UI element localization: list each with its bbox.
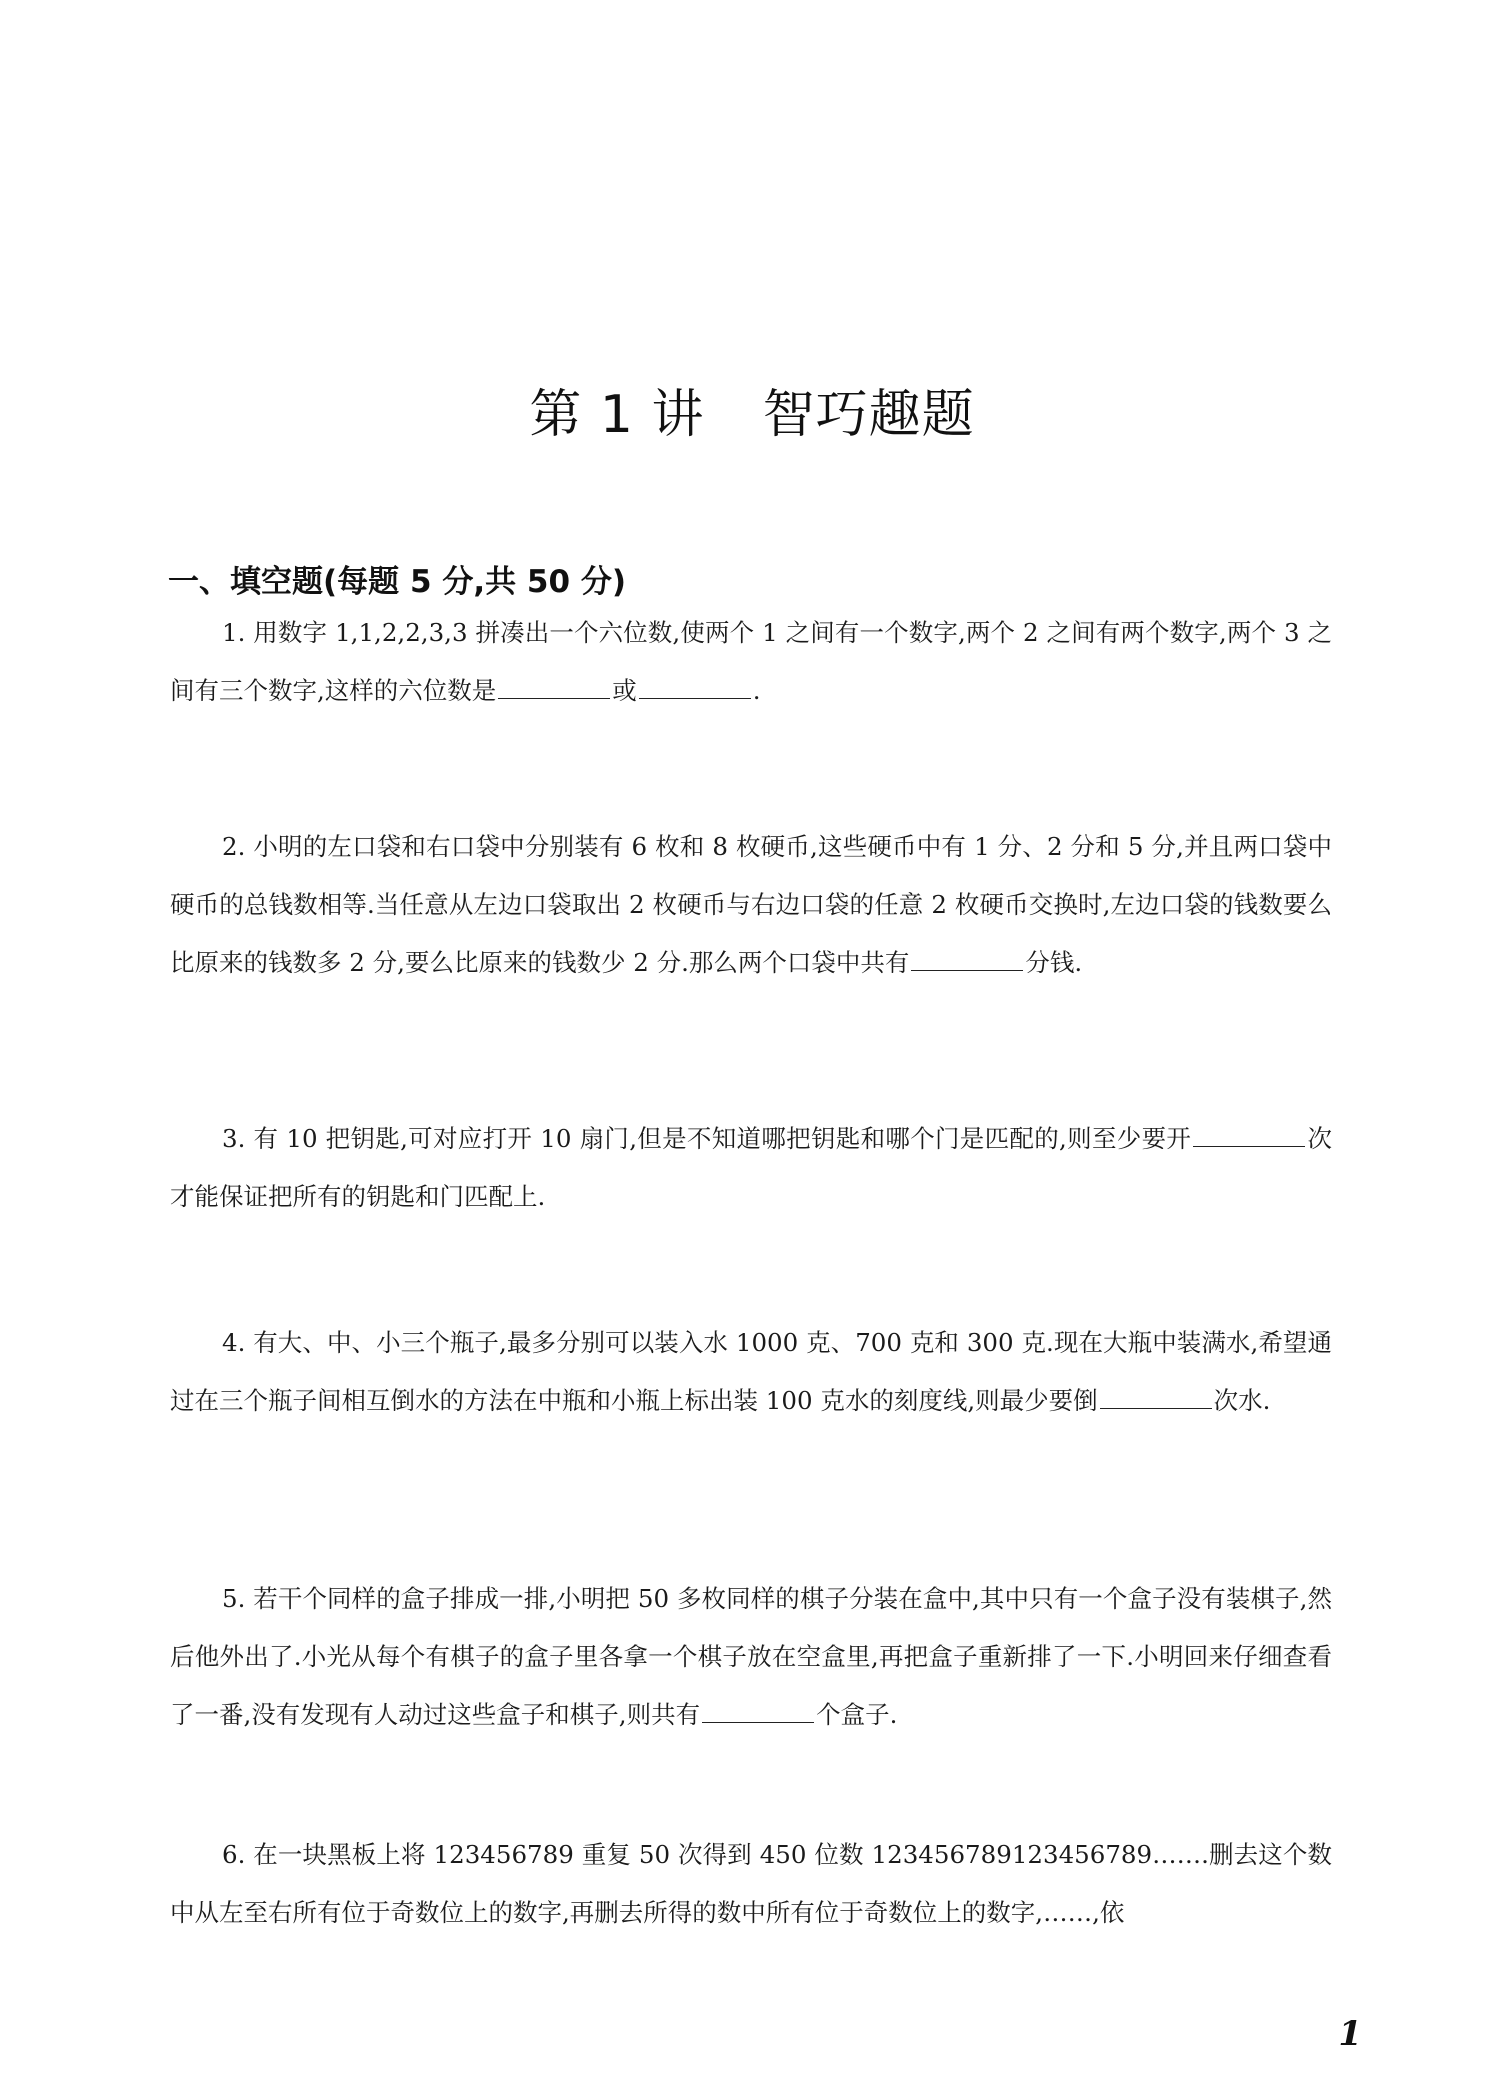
answer-blank: [1193, 1124, 1305, 1147]
question-1: [170, 604, 1332, 720]
answer-blank: [702, 1700, 814, 1723]
question-1-text-or: 或: [612, 676, 637, 705]
question-1-text: 1. 用数字 1,1,2,2,3,3 拼凑出一个六位数,使两个 1 之间有一个数字,两个 2 之间有两个数字,两个 3 之间有三个数字,这样的六位数是: [170, 618, 1332, 705]
chapter-number: 第 1 讲: [529, 385, 705, 445]
question-1-text-end: .: [752, 676, 761, 705]
question-5-text-end: 个盒子.: [816, 1700, 898, 1729]
question-2-text-end: 分钱.: [1025, 948, 1083, 977]
chapter-name: 智巧趣题: [762, 385, 975, 445]
answer-blank: [1100, 1386, 1212, 1409]
question-5: [170, 1570, 1332, 1744]
question-4-text: 4. 有大、中、小三个瓶子,最多分别可以装入水 1000 克、700 克和 300 克.现在大瓶中装满水,希望通过在三个瓶子间相互倒水的方法在中瓶和小瓶上标出装 100 克水的刻度线,则最少要倒: [170, 1328, 1332, 1415]
answer-blank: [911, 948, 1023, 971]
question-6: [170, 1826, 1332, 1942]
answer-blank: [639, 676, 751, 699]
section-heading: 一、填空题(每题 5 分,共 50 分): [168, 564, 626, 600]
page-number: 1: [1338, 2014, 1362, 2054]
question-2-text: 2. 小明的左口袋和右口袋中分别装有 6 枚和 8 枚硬币,这些硬币中有 1 分、2 分和 5 分,并且两口袋中硬币的总钱数相等.当任意从左边口袋取出 2 枚硬币与右边口袋的任意 2 枚硬币交换时,左边口袋的钱数要么比原来的钱数多 2 分,要么比原来的钱数少 2 分.那么两个口袋中共有: [170, 832, 1332, 977]
chapter-title: [0, 372, 1504, 447]
question-3-text-end: 次才能保证把所有的钥匙和门匹配上.: [170, 1124, 1332, 1211]
question-4-text-end: 次水.: [1213, 1386, 1271, 1415]
question-6-text: 6. 在一块黑板上将 123456789 重复 50 次得到 450 位数 123456789123456789…….删去这个数中从左至右所有位于奇数位上的数字,再删去所得的数中所有位于奇数位上的数字,……,依: [170, 1840, 1332, 1927]
question-3-text: 3. 有 10 把钥匙,可对应打开 10 扇门,但是不知道哪把钥匙和哪个门是匹配的,则至少要开: [222, 1124, 1192, 1153]
question-2: [170, 818, 1332, 992]
question-4: [170, 1314, 1332, 1430]
answer-blank: [498, 676, 610, 699]
question-3: [170, 1110, 1332, 1226]
question-5-text: 5. 若干个同样的盒子排成一排,小明把 50 多枚同样的棋子分装在盒中,其中只有一个盒子没有装棋子,然后他外出了.小光从每个有棋子的盒子里各拿一个棋子放在空盒里,再把盒子重新排了一下.小明回来仔细查看了一番,没有发现有人动过这些盒子和棋子,则共有: [170, 1584, 1332, 1729]
